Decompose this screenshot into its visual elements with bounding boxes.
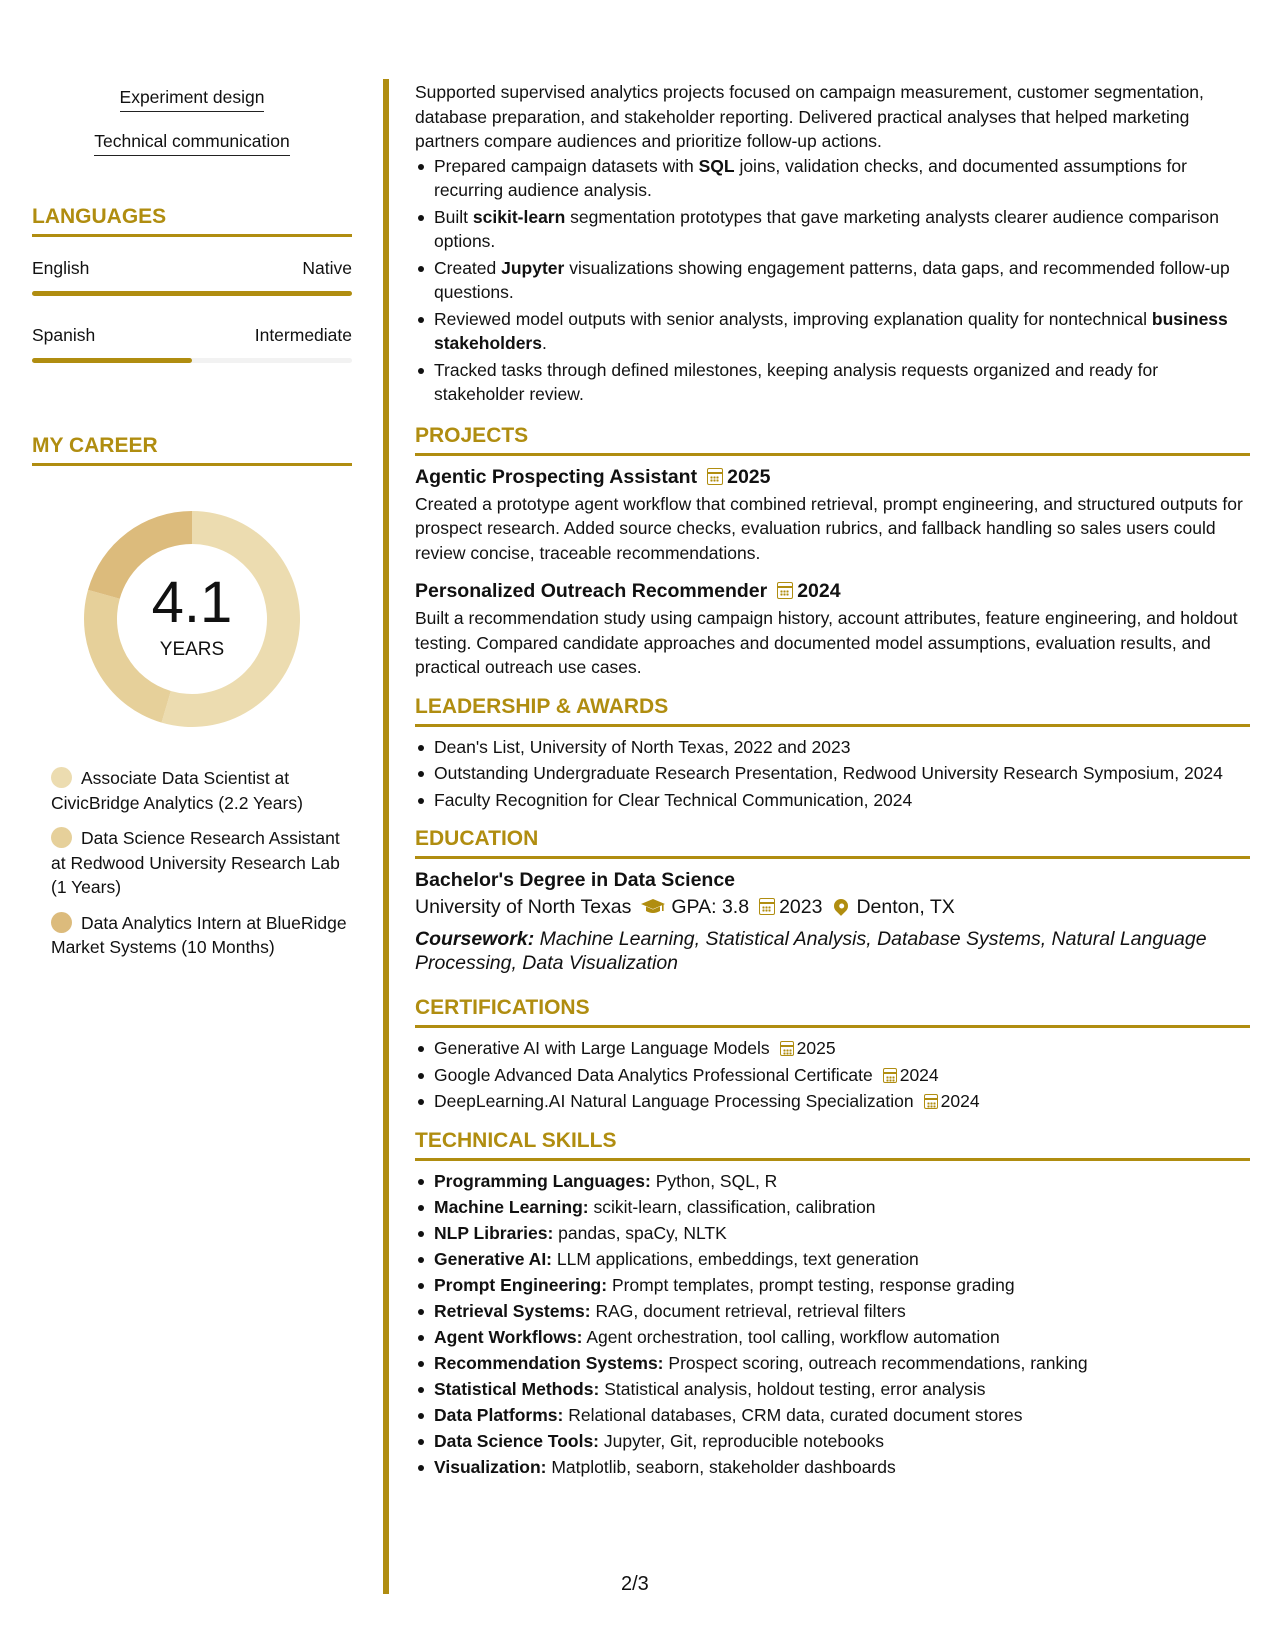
coursework-label: Coursework: [415, 928, 535, 950]
experience-bullet: Created Jupyter visualizations showing engagement patterns, data gaps, and recommended follow-up questions. [415, 256, 1250, 305]
education-details [415, 893, 1250, 923]
project-year: 2025 [727, 465, 771, 488]
project-item [415, 578, 1250, 680]
degree-title: Bachelor's Degree in Data Science [415, 869, 736, 891]
legend-dot-icon [51, 912, 72, 933]
language-level: Native [302, 258, 352, 278]
career-total-years: 4.1 [151, 570, 233, 635]
education-section [415, 826, 1250, 975]
language-item [32, 257, 352, 296]
calendar-icon [759, 898, 775, 915]
skills-list [415, 1169, 1250, 1480]
language-proficiency-fill [32, 358, 192, 363]
project-description: Created a prototype agent workflow that combined retrieval, prompt engineering, and structured outputs for prospect research. Added source checks, evaluation rubrics, and fallback handling so sales users could review concise, traceable recommendations. [415, 493, 1243, 563]
right-column [415, 80, 1250, 1481]
project-year: 2024 [797, 580, 841, 602]
skill-item: Visualization: Matplotlib, seaborn, stakeholder dashboards [415, 1455, 1250, 1480]
career-legend-item [32, 826, 352, 900]
experience-bullet: Reviewed model outputs with senior analysts, improving explanation quality for nontechnical business stakeholders. [415, 307, 1250, 356]
skill-item: Machine Learning: scikit-learn, classification, calibration [415, 1195, 1250, 1220]
certifications-heading: CERTIFICATIONS [415, 995, 1250, 1028]
career-total-unit: YEARS [159, 639, 225, 660]
skill-item: Statistical Methods: Statistical analysis, holdout testing, error analysis [415, 1377, 1250, 1402]
coursework-list: Machine Learning, Statistical Analysis, Database Systems, Natural Language Processing, Data Visualization [415, 928, 1207, 974]
education-year: 2023 [779, 896, 823, 918]
career-role-label: Data Analytics Intern at BlueRidge Market Systems (10 Months) [51, 912, 347, 957]
skill-item: Data Science Tools: Jupyter, Git, reproducible notebooks [415, 1429, 1250, 1454]
skill-item: NLP Libraries: pandas, spaCy, NLTK [415, 1221, 1250, 1246]
awards-section [415, 694, 1250, 813]
experience-block [415, 80, 1250, 407]
skills-section [415, 1128, 1250, 1480]
page-number: 2/3 [621, 1573, 649, 1595]
certification-item: Google Advanced Data Analytics Professional Certificate 2024 [415, 1063, 1250, 1088]
projects-heading: PROJECTS [415, 423, 1250, 456]
language-name: English [32, 258, 90, 278]
career-heading: MY CAREER [32, 433, 352, 466]
award-item: Outstanding Undergraduate Research Presentation, Redwood University Research Symposium, 2024 [415, 761, 1250, 786]
project-name: Agentic Prospecting Assistant [415, 465, 698, 488]
calendar-icon [883, 1068, 897, 1083]
location-pin-icon [832, 896, 852, 916]
career-role-label: Associate Data Scientist at CivicBridge Analytics (2.2 Years) [51, 768, 303, 813]
experience-summary: Supported supervised analytics projects focused on campaign measurement, customer segmentation, database preparation, and stakeholder reporting. Delivered practical analyses that helped marketing partners compare audiences and prioritize follow-up actions. [415, 82, 1204, 151]
language-item [32, 324, 352, 363]
award-item: Faculty Recognition for Clear Technical Communication, 2024 [415, 788, 1250, 813]
skill-item: Agent Workflows: Agent orchestration, tool calling, workflow automation [415, 1325, 1250, 1350]
skill-item: Data Platforms: Relational databases, CRM data, curated document stores [415, 1403, 1250, 1428]
skills-heading: TECHNICAL SKILLS [415, 1128, 1250, 1161]
education-gpa: GPA: 3.8 [671, 896, 750, 918]
award-item: Dean's List, University of North Texas, 2022 and 2023 [415, 735, 1250, 760]
certification-item: DeepLearning.AI Natural Language Processing Specialization 2024 [415, 1089, 1250, 1114]
legend-dot-icon [51, 767, 72, 788]
language-level: Intermediate [254, 325, 352, 345]
experience-bullet: Tracked tasks through defined milestones, keeping analysis requests organized and ready for stakeholder review. [415, 358, 1250, 407]
career-section [32, 433, 352, 960]
certifications-list [415, 1036, 1250, 1114]
career-role-label: Data Science Research Assistant at Redwood University Research Lab (1 Years) [51, 828, 340, 897]
skill-item: Retrieval Systems: RAG, document retrieval, retrieval filters [415, 1299, 1250, 1324]
language-name: Spanish [32, 325, 96, 345]
calendar-icon [780, 1041, 794, 1056]
soft-skill-tag: Experiment design [120, 86, 265, 112]
certification-item: Generative AI with Large Language Models 2025 [415, 1036, 1250, 1061]
experience-bullet: Built scikit-learn segmentation prototypes that gave marketing analysts clearer audience comparison options. [415, 205, 1250, 254]
soft-skill-tag: Technical communication [94, 130, 290, 156]
project-item [415, 464, 1250, 566]
skill-item: Programming Languages: Python, SQL, R [415, 1169, 1250, 1194]
soft-skills [32, 86, 352, 156]
languages-heading: LANGUAGES [32, 204, 352, 237]
languages-section [32, 204, 352, 363]
skill-item: Prompt Engineering: Prompt templates, prompt testing, response grading [415, 1273, 1250, 1298]
left-column [32, 80, 352, 960]
certifications-section [415, 995, 1250, 1114]
calendar-icon [777, 582, 793, 599]
experience-bullet: Prepared campaign datasets with SQL joins, validation checks, and documented assumptions for recurring audience analysis. [415, 154, 1250, 203]
school-name: University of North Texas [415, 896, 632, 918]
language-proficiency-fill [32, 291, 352, 296]
coursework [415, 927, 1250, 975]
experience-bullets [415, 154, 1250, 407]
skill-item: Recommendation Systems: Prospect scoring, outreach recommendations, ranking [415, 1351, 1250, 1376]
career-legend-item [32, 766, 352, 815]
calendar-icon [924, 1094, 938, 1109]
career-legend-item [32, 911, 352, 960]
project-description: Built a recommendation study using campaign history, account attributes, feature engineering, and holdout testing. Compared candidate approaches and documented model assumptions, evaluation results, and practical outreach use cases. [415, 608, 1238, 677]
project-name: Personalized Outreach Recommender [415, 580, 768, 602]
column-divider [383, 79, 389, 1594]
language-proficiency-bar [32, 291, 352, 296]
skill-item: Generative AI: LLM applications, embeddings, text generation [415, 1247, 1250, 1272]
education-location: Denton, TX [856, 896, 955, 918]
awards-list [415, 735, 1250, 813]
awards-heading: LEADERSHIP & AWARDS [415, 694, 1250, 727]
education-heading: EDUCATION [415, 826, 1250, 859]
graduation-cap-icon [641, 895, 665, 923]
calendar-icon [707, 468, 723, 485]
legend-dot-icon [51, 827, 72, 848]
career-legend [32, 766, 352, 960]
language-proficiency-bar [32, 358, 352, 363]
projects-section [415, 423, 1250, 680]
career-donut-chart [77, 504, 307, 734]
